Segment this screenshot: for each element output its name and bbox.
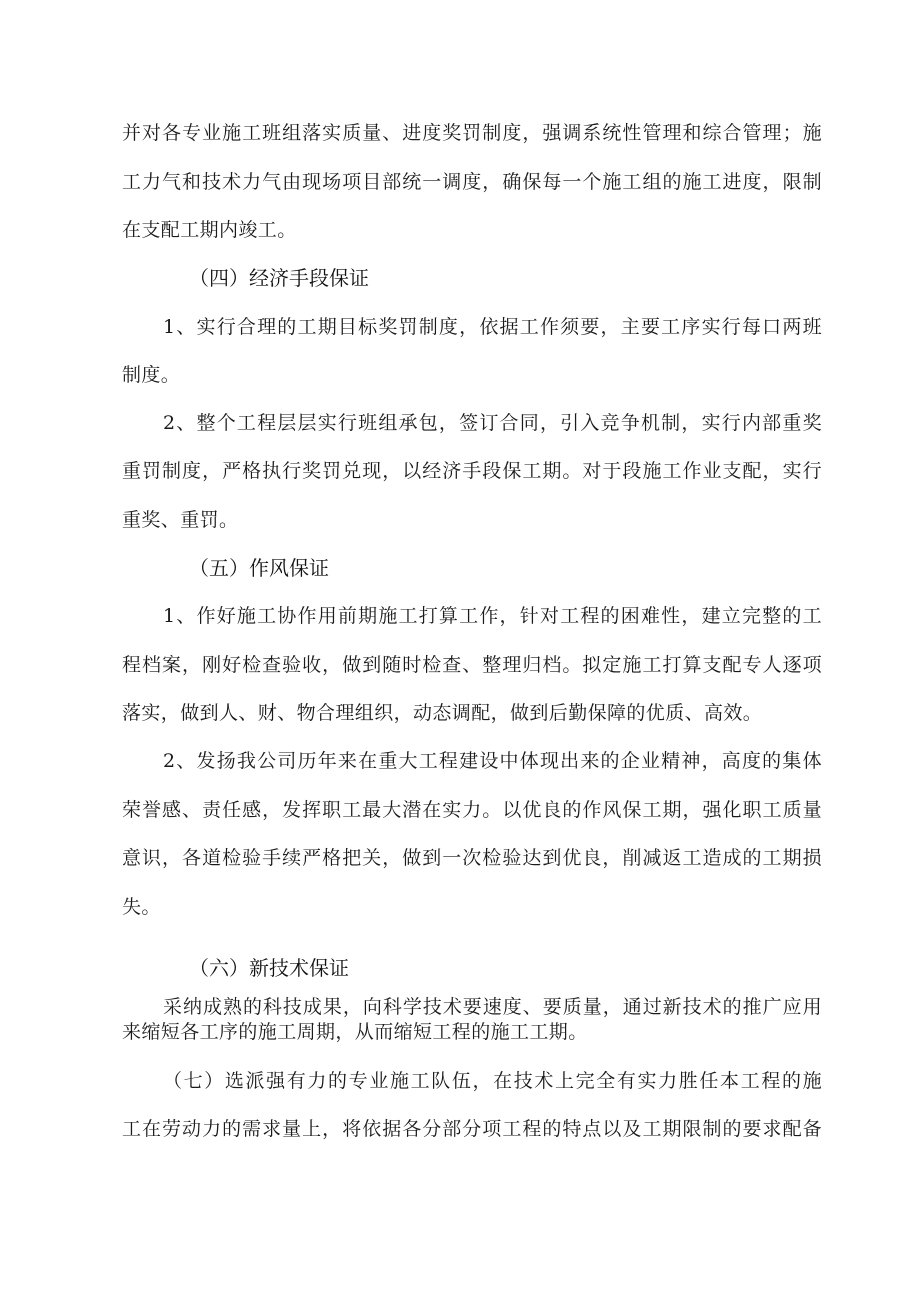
paragraph-line: 制度。 [122, 364, 181, 386]
paragraph-line: 工在劳动力的需求量上，将依据各分部分项工程的特点以及工期限制的要求配备 [122, 1118, 822, 1140]
paragraph-line: 2、发扬我公司历年来在重大工程建设中体现出来的企业精神，高度的集体 [163, 750, 822, 772]
section-heading-5: （五）作风保证 [189, 556, 329, 580]
section-heading-6: （六）新技术保证 [189, 956, 349, 980]
paragraph-line: 意识，各道检验手续严格把关，做到一次检验达到优良，削减返工造成的工期损 [122, 847, 822, 869]
paragraph-line: （七）选派强有力的专业施工队伍，在技术上完全有实力胜任本工程的施 [163, 1070, 822, 1092]
paragraph-line: 采纳成熟的科技成果，向科学技术要速度、要质量，通过新技术的推广应用 [163, 996, 822, 1018]
paragraph-line: 来缩短各工序的施工周期，从而缩短工程的施工工期。 [122, 1021, 588, 1043]
paragraph-line: 重罚制度，严格执行奖罚兑现，以经济手段保工期。对于段施工作业支配，实行 [122, 460, 822, 482]
paragraph-line: 1、作好施工协作用前期施工打算工作，针对工程的困难性，建立完整的工 [163, 605, 822, 627]
paragraph-line: 1、实行合理的工期目标奖罚制度，依据工作须要，主要工序实行每口两班 [163, 316, 822, 338]
paragraph-line: 2、整个工程层层实行班组承包，签订合同，引入竞争机制，实行内部重奖 [163, 412, 822, 434]
paragraph-line: 工力气和技术力气由现场项目部统一调度，确保每一个施工组的施工进度，限制 [122, 171, 822, 193]
paragraph-line: 重奖、重罚。 [122, 509, 239, 531]
paragraph-line: 落实，做到人、财、物合理组织，动态调配，做到后勤保障的优质、高效。 [122, 702, 763, 724]
paragraph-line: 失。 [122, 896, 161, 918]
paragraph-line: 荣誉感、责任感，发挥职工最大潜在实力。以优良的作风保工期，强化职工质量 [122, 799, 822, 821]
paragraph-line: 程档案，刚好检查验收，做到随时检查、整理归档。拟定施工打算支配专人逐项 [122, 654, 822, 676]
paragraph-line: 在支配工期内竣工。 [122, 219, 297, 241]
section-heading-4: （四）经济手段保证 [189, 266, 369, 290]
paragraph-line: 并对各专业施工班组落实质量、进度奖罚制度，强调系统性管理和综合管理；施 [122, 122, 822, 144]
